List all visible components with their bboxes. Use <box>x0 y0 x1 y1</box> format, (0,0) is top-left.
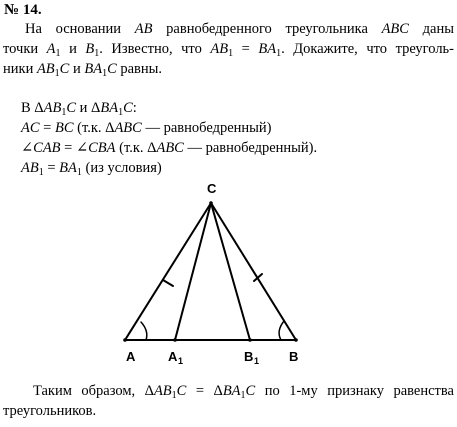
label-a: A <box>126 349 136 364</box>
label-b1: B <box>244 349 254 364</box>
statement-line-2: точки $A_1$ и $B_1$. Известно, что $AB_1 = BA_1$. Докажите, что треуголь- <box>3 41 454 59</box>
point-c <box>209 201 213 205</box>
conclusion-line-2: треугольников. <box>3 403 97 419</box>
proof-step-1: AC = BC (т.к. ΔABC — равнобедренный) <box>21 120 272 136</box>
point-a1 <box>173 338 177 342</box>
point-b <box>294 338 298 342</box>
side-ac <box>125 203 211 340</box>
label-c: C <box>207 181 217 196</box>
proof-step-2: ∠CAB = ∠CBA (т.к. ΔABC — равнобедренный). <box>21 140 318 156</box>
proof-step-3: $AB_1 = BA_1$ (из условия) <box>21 160 162 178</box>
label-b: B <box>289 349 299 364</box>
label-a1: A <box>168 349 178 364</box>
statement-line-1: На основании AB равнобедренного треугольника ABC даны <box>25 21 454 37</box>
point-b1 <box>248 338 252 342</box>
point-a <box>123 338 127 342</box>
angle-arc-b <box>279 321 284 340</box>
label-a1-subscript: 1 <box>178 356 184 366</box>
tick-mark-ac <box>163 280 173 286</box>
proof-intro: В $\Delta AB_1C$ и $\Delta BA_1C$: <box>21 100 137 118</box>
segment-a1c <box>175 203 211 340</box>
side-bc <box>211 203 296 340</box>
conclusion <box>3 381 454 421</box>
problem-number: № 14. <box>4 2 42 18</box>
statement-line-3: ники $AB_1C$ и $BA_1C$ равны. <box>3 61 163 79</box>
angle-arc-a <box>141 322 147 340</box>
segment-b1c <box>211 203 250 340</box>
conclusion-line-1: Таким образом, $\Delta AB_1C = \Delta BA_1C$ по 1-му признаку равенства <box>33 383 454 401</box>
label-b1-subscript: 1 <box>254 356 260 366</box>
